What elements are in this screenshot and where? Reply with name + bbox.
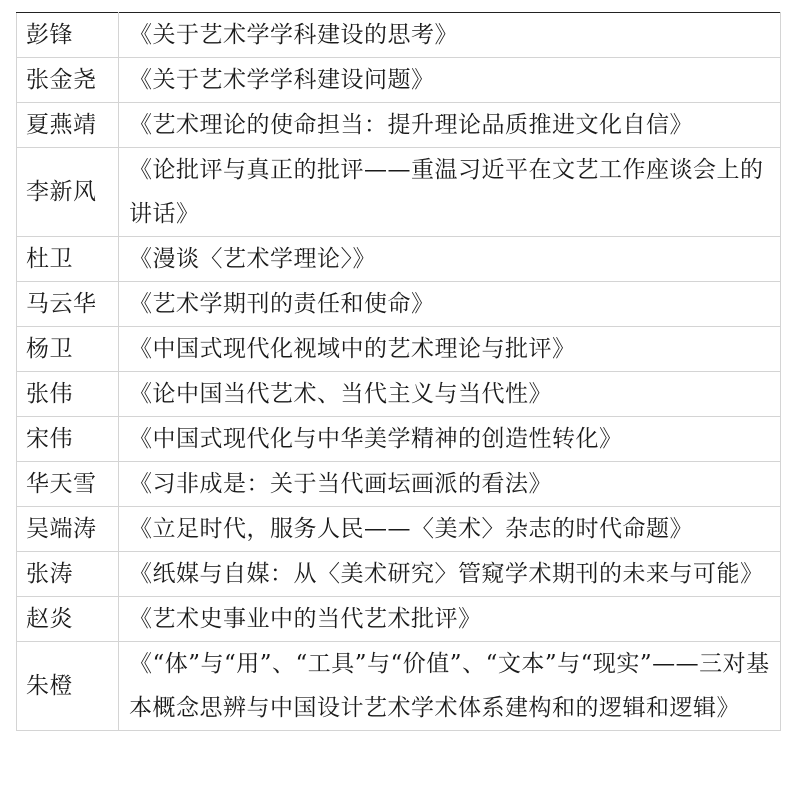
title-cell: 《漫谈〈艺术学理论〉》 xyxy=(119,237,781,282)
table-row xyxy=(17,327,781,372)
table-row xyxy=(17,13,781,58)
table-row xyxy=(17,237,781,282)
title-cell: 《中国式现代化视域中的艺术理论与批评》 xyxy=(119,327,781,372)
author-cell: 马云华 xyxy=(17,282,119,327)
table-row xyxy=(17,642,781,731)
table-row xyxy=(17,103,781,148)
table-row xyxy=(17,597,781,642)
title-cell: 《中国式现代化与中华美学精神的创造性转化》 xyxy=(119,417,781,462)
author-cell: 宋伟 xyxy=(17,417,119,462)
author-cell: 华天雪 xyxy=(17,462,119,507)
title-cell: 《论中国当代艺术、当代主义与当代性》 xyxy=(119,372,781,417)
table-row xyxy=(17,552,781,597)
author-cell: 吴端涛 xyxy=(17,507,119,552)
author-cell: 彭锋 xyxy=(17,13,119,58)
title-cell: 《习非成是：关于当代画坛画派的看法》 xyxy=(119,462,781,507)
author-cell: 杨卫 xyxy=(17,327,119,372)
table-row xyxy=(17,148,781,237)
title-cell: 《立足时代，服务人民——〈美术〉杂志的时代命题》 xyxy=(119,507,781,552)
author-cell: 杜卫 xyxy=(17,237,119,282)
author-title-table xyxy=(16,12,781,731)
title-cell: 《论批评与真正的批评——重温习近平在文艺工作座谈会上的讲话》 xyxy=(119,148,781,237)
title-cell: 《艺术史事业中的当代艺术批评》 xyxy=(119,597,781,642)
title-cell: 《关于艺术学学科建设问题》 xyxy=(119,58,781,103)
author-cell: 朱橙 xyxy=(17,642,119,731)
title-cell: 《艺术学期刊的责任和使命》 xyxy=(119,282,781,327)
table-row xyxy=(17,372,781,417)
table-row xyxy=(17,462,781,507)
title-cell: 《艺术理论的使命担当：提升理论品质推进文化自信》 xyxy=(119,103,781,148)
title-cell: 《纸媒与自媒：从〈美术研究〉管窥学术期刊的未来与可能》 xyxy=(119,552,781,597)
title-cell: 《“体”与“用”、“工具”与“价值”、“文本”与“现实”——三对基本概念思辨与中国设计艺术学术体系建构和的逻辑和逻辑》 xyxy=(119,642,781,731)
title-cell: 《关于艺术学学科建设的思考》 xyxy=(119,13,781,58)
author-cell: 张伟 xyxy=(17,372,119,417)
table-row xyxy=(17,282,781,327)
table-row xyxy=(17,507,781,552)
author-cell: 李新风 xyxy=(17,148,119,237)
table-row xyxy=(17,58,781,103)
author-cell: 张涛 xyxy=(17,552,119,597)
table-row xyxy=(17,417,781,462)
author-cell: 张金尧 xyxy=(17,58,119,103)
author-cell: 夏燕靖 xyxy=(17,103,119,148)
author-cell: 赵炎 xyxy=(17,597,119,642)
